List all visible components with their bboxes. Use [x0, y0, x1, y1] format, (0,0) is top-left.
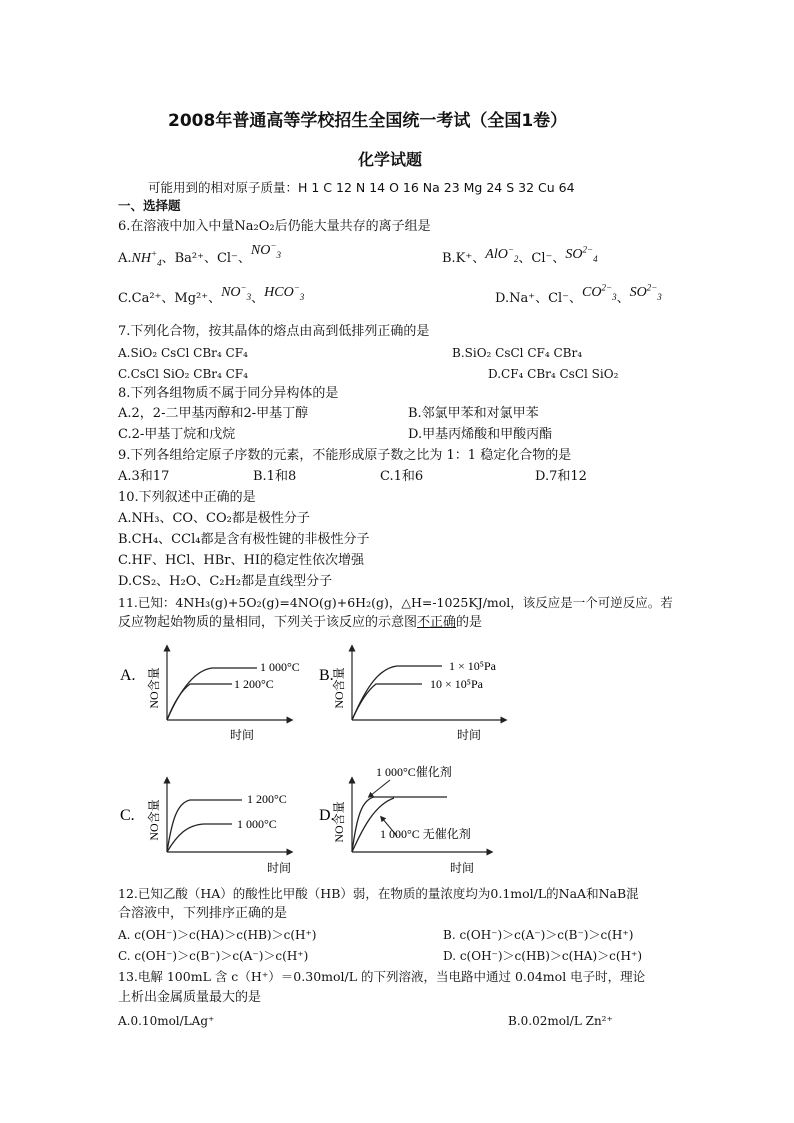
q10-option-c: C.HF、HCl、HBr、HI的稳定性依次增强: [118, 553, 364, 568]
graph-a-curve-1200: [167, 684, 232, 720]
graph-a: [120, 648, 300, 742]
q7-option-a: A.SiO₂ CsCl CBr₄ CF₄: [118, 346, 248, 360]
graph-d: [319, 764, 490, 875]
q12-option-a: A. c(OH⁻)＞c(HA)＞c(HB)＞c(H⁺): [118, 928, 317, 942]
q6-option-a: $A.NH^+_4$、Ba²⁺、Cl⁻、$NO^-_3$: [118, 240, 281, 268]
graph-d-curve2-label: 1 000°C 无催化剂: [380, 827, 471, 841]
q13-stem-line1: 13.电解 100mL 含 c（H⁺）＝0.30mol/L 的下列溶液，当电路中通过 0.04mol 电子时，理论: [118, 969, 646, 984]
page-subtitle: 化学试题: [358, 150, 423, 169]
graph-b-ylabel: NO含量: [332, 667, 346, 709]
q7-stem: 7.下列化合物，按其晶体的熔点由高到低排列正确的是: [118, 324, 430, 339]
q10-option-d: D.CS₂、H₂O、C₂H₂都是直线型分子: [118, 574, 333, 589]
graph-a-curve1-label: 1 000°C: [260, 660, 300, 674]
page-title: 2008年普通高等学校招生全国统一考试（全国1卷）: [168, 111, 568, 131]
graph-c: [120, 780, 291, 875]
q12-stem-line1: 12.已知乙酸（HA）的酸性比甲酸（HB）弱，在物质的量浓度均为0.1mol/L的NaA和NaB混: [118, 886, 639, 901]
graph-b-curve-10e5: [352, 684, 422, 720]
graph-b-curve-1e5: [352, 666, 442, 720]
q6-stem: 6.在溶液中加入中量Na₂O₂后仍能大量共存的离子组是: [118, 219, 431, 234]
graph-a-curve2-label: 1 200°C: [234, 677, 274, 691]
q11-stem-line2: 反应物起始物质的量相同，下列关于该反应的示意图不正确的是: [118, 615, 483, 630]
graph-b-curve1-label: 1 × 10⁵Pa: [449, 659, 496, 673]
q8-stem: 8.下列各组物质不属于同分异构体的是: [118, 386, 339, 401]
q11-stem-line1: 11.已知：4NH₃(g)+5O₂(g)=4NO(g)+6H₂(g)，△H=-1025KJ/mol，该反应是一个可逆反应。若: [118, 595, 673, 610]
q9-option-d: D.7和12: [535, 469, 587, 484]
graph-d-xlabel: 时间: [450, 861, 475, 875]
graph-c-curve2-label: 1 000°C: [237, 817, 277, 831]
section-heading: 一、选择题: [118, 198, 181, 213]
q10-stem: 10.下列叙述中正确的是: [118, 490, 256, 505]
q13-stem-line2: 上析出金属质量最大的是: [118, 990, 262, 1005]
graph-b-curve2-label: 10 × 10⁵Pa: [430, 677, 483, 691]
q9-option-a: A.3和17: [118, 469, 170, 484]
q6-option-d: D.Na⁺、Cl⁻、$CO^{2-}_3$、$SO^{2-}_3$: [495, 282, 662, 306]
graph-c-ylabel: NO含量: [147, 799, 161, 841]
q12-option-b: B. c(OH⁻)＞c(A⁻)＞c(B⁻)＞c(H⁺): [443, 928, 634, 942]
q13-option-a: A.0.10mol/LAg⁺: [118, 1014, 215, 1028]
q8-option-c: C.2-甲基丁烷和戊烷: [118, 427, 236, 442]
graph-a-label: A.: [120, 667, 136, 684]
atomic-masses: 可能用到的相对原子质量：H 1 C 12 N 14 O 16 Na 23 Mg 24 S 32 Cu 64: [148, 180, 575, 195]
q10-option-a: A.NH₃、CO、CO₂都是极性分子: [118, 511, 310, 526]
graph-d-ylabel: NO含量: [332, 801, 346, 843]
q12-stem-line2: 合溶液中，下列排序正确的是: [118, 906, 288, 921]
q8-option-a: A.2，2-二甲基丙醇和2-甲基丁醇: [118, 406, 309, 421]
q7-option-b: B.SiO₂ CsCl CF₄ CBr₄: [452, 346, 583, 360]
q7-option-c: C.CsCl SiO₂ CBr₄ CF₄: [118, 367, 248, 381]
q8-option-d: D.甲基丙烯酸和甲酸丙酯: [408, 427, 553, 442]
graph-c-curve-1200: [167, 800, 242, 852]
q9-option-b: B.1和8: [253, 469, 297, 484]
graph-d-curve1-label: 1 000°C催化剂: [376, 765, 452, 779]
q6-option-c: C.Ca²⁺、Mg²⁺、$NO^-_3$、$HCO^-_3$: [118, 282, 305, 306]
q9-option-c: C.1和6: [380, 469, 424, 484]
graph-b-xlabel: 时间: [457, 728, 482, 742]
q12-option-d: D. c(OH⁻)＞c(HB)＞c(HA)＞c(H⁺): [443, 949, 643, 963]
graph-b-label: B.: [319, 667, 334, 684]
graph-b: [319, 648, 504, 742]
q6-option-b: B.K⁺、AlO−$_2$、Cl⁻、$SO^{2-}_4$: [442, 244, 598, 266]
graph-d-label: D.: [319, 807, 335, 824]
q8-option-b: B.邻氯甲苯和对氯甲苯: [408, 406, 539, 421]
graph-a-ylabel: NO含量: [147, 667, 161, 709]
q11-graphs: [112, 640, 512, 876]
graph-c-curve1-label: 1 200°C: [247, 792, 287, 806]
q9-stem: 9.下列各组给定原子序数的元素，不能形成原子数之比为 1：1 稳定化合物的是: [118, 448, 572, 463]
q12-option-c: C. c(OH⁻)＞c(B⁻)＞c(A⁻)＞c(H⁺): [118, 949, 309, 963]
q13-option-b: B.0.02mol/L Zn²⁺: [508, 1014, 613, 1028]
graph-c-curve-1000: [167, 824, 232, 852]
graph-a-xlabel: 时间: [230, 728, 255, 742]
q7-option-d: D.CF₄ CBr₄ CsCl SiO₂: [488, 367, 619, 381]
q10-option-b: B.CH₄、CCl₄都是含有极性键的非极性分子: [118, 532, 370, 547]
graph-c-label: C.: [120, 807, 135, 824]
graph-c-xlabel: 时间: [267, 861, 292, 875]
